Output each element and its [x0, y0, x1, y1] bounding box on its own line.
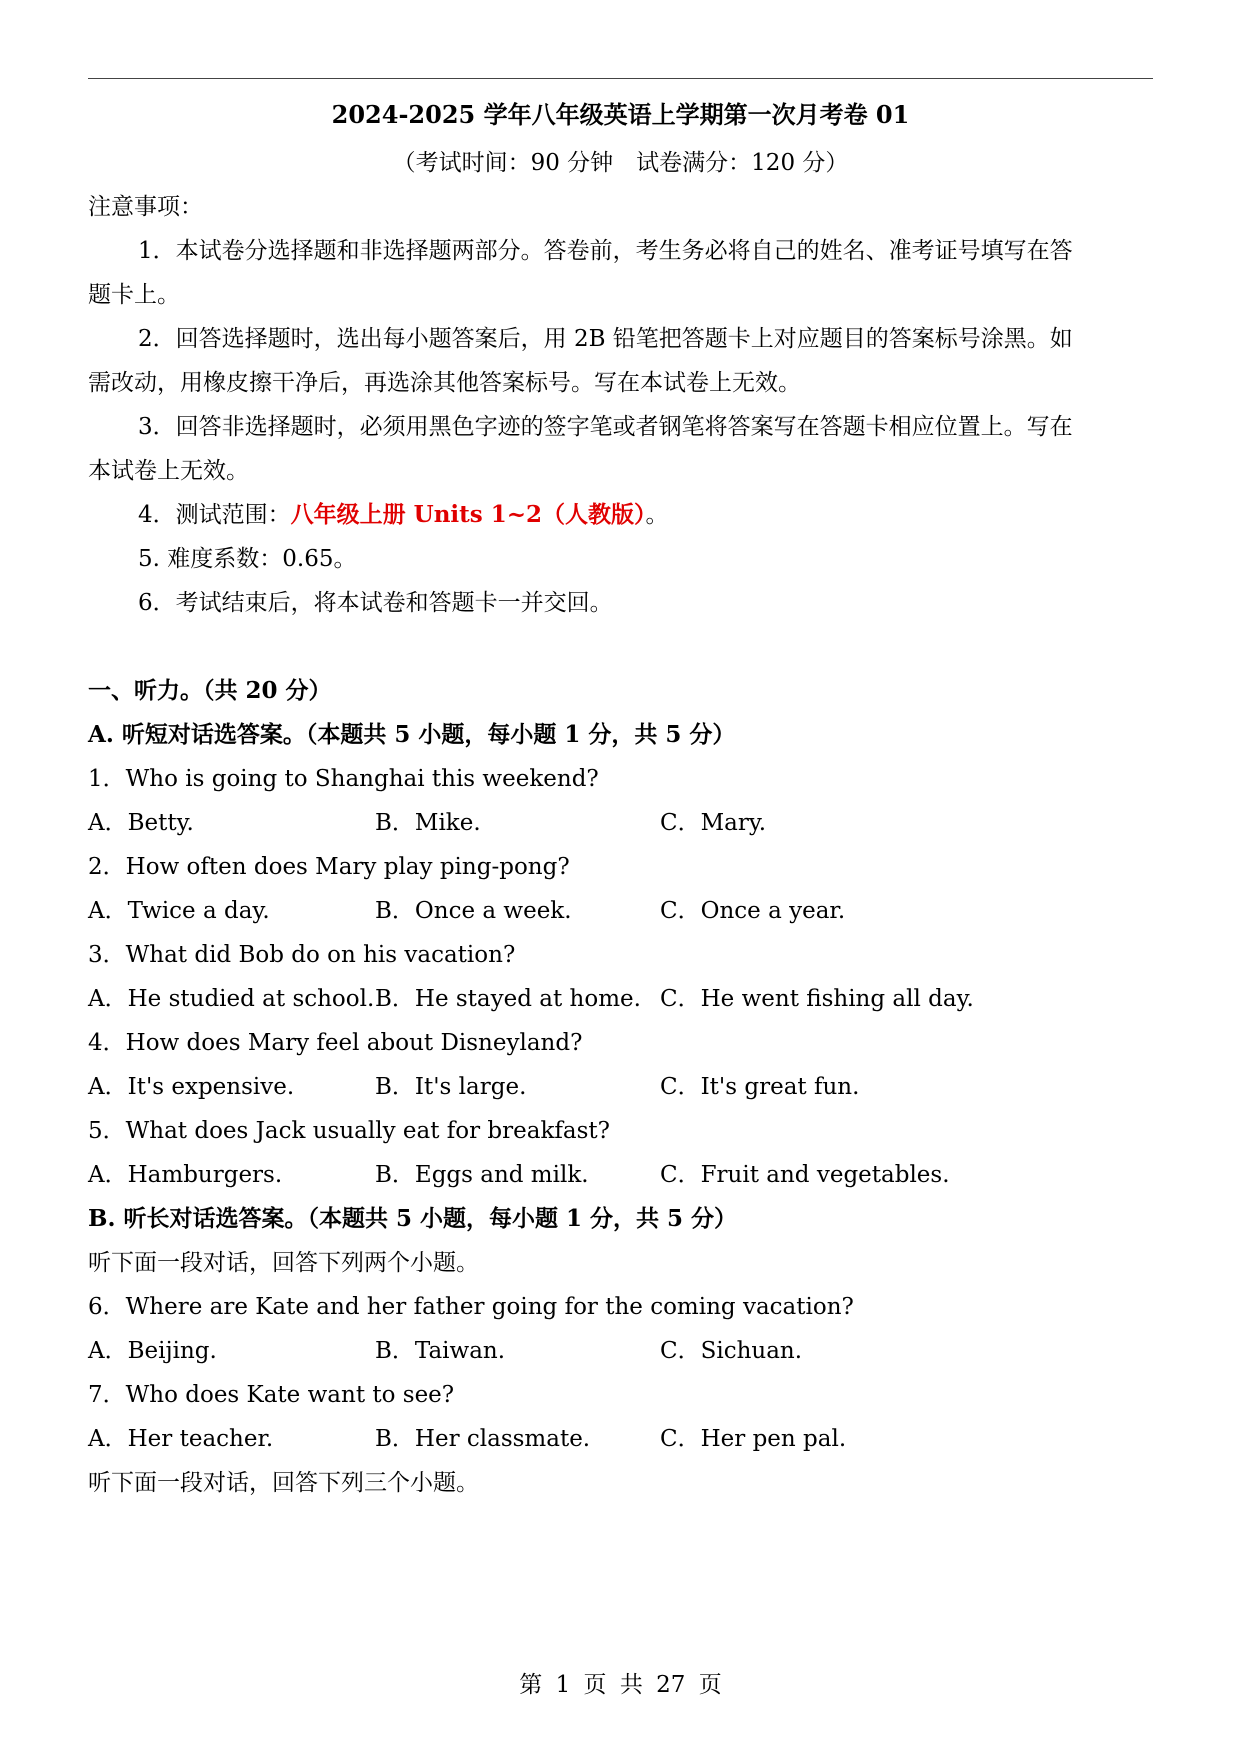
- question-1: 1．Who is going to Shanghai this weekend?: [88, 766, 599, 792]
- notice-4-prefix: 4．测试范围：: [138, 502, 291, 528]
- notice-2-line-1: 2．回答选择题时，选出每小题答案后，用 2B 铅笔把答题卡上对应题目的答案标号涂黑。如: [138, 326, 1073, 352]
- notice-5: 5. 难度系数：0.65。: [138, 546, 357, 572]
- notice-6: 6．考试结束后，将本试卷和答题卡一并交回。: [138, 590, 613, 616]
- notice-4: [138, 498, 1153, 532]
- q3-option-c: C．He went fishing all day.: [660, 986, 974, 1012]
- q1-option-c: C．Mary.: [660, 810, 767, 836]
- q5-option-a: A．Hamburgers.: [88, 1162, 283, 1188]
- q7-option-c: C．Her pen pal.: [660, 1426, 847, 1452]
- q4-option-a: A．It's expensive.: [88, 1074, 295, 1100]
- q3-option-a: A．He studied at school.: [88, 986, 375, 1012]
- q1-option-a: A．Betty.: [88, 810, 194, 836]
- q2-option-c: C．Once a year.: [660, 898, 846, 924]
- question-3: 3．What did Bob do on his vacation?: [88, 942, 516, 968]
- notice-heading: 注意事项：: [88, 194, 203, 220]
- q5-option-c: C．Fruit and vegetables.: [660, 1162, 950, 1188]
- q4-option-b: B．It's large.: [375, 1074, 527, 1100]
- question-5: 5．What does Jack usually eat for breakfast?: [88, 1118, 610, 1144]
- test-scope-highlight: 八年级上册 Units 1~2（人教版）: [290, 501, 646, 528]
- q6-option-a: A．Beijing.: [88, 1338, 217, 1364]
- q1-option-b: B．Mike.: [375, 810, 481, 836]
- exam-subtitle: （考试时间：90 分钟 试卷满分：120 分）: [392, 150, 849, 176]
- question-7: 7．Who does Kate want to see?: [88, 1382, 455, 1408]
- q6-option-c: C．Sichuan.: [660, 1338, 803, 1364]
- q7-option-b: B．Her classmate.: [375, 1426, 591, 1452]
- notice-1-line-1: 1．本试卷分选择题和非选择题两部分。答卷前，考生务必将自己的姓名、准考证号填写在答: [138, 238, 1073, 264]
- exam-title: 2024-2025 学年八年级英语上学期第一次月考卷 01: [331, 100, 910, 129]
- part-a-heading: A. 听短对话选答案。（本题共 5 小题，每小题 1 分，共 5 分）: [88, 721, 736, 748]
- question-4: 4．How does Mary feel about Disneyland?: [88, 1030, 583, 1056]
- notice-3-line-2: 本试卷上无效。: [88, 458, 249, 484]
- q3-option-b: B．He stayed at home.: [375, 986, 641, 1012]
- section-listening-heading: 一、听力。（共 20 分）: [88, 677, 332, 704]
- question-6: 6．Where are Kate and her father going for the coming vacation?: [88, 1294, 854, 1320]
- part-b-heading: B. 听长对话选答案。（本题共 5 小题，每小题 1 分，共 5 分）: [88, 1205, 738, 1232]
- q2-option-a: A．Twice a day.: [88, 898, 270, 924]
- notice-3-line-1: 3．回答非选择题时，必须用黑色字迹的签字笔或者钢笔将答案写在答题卡相应位置上。写在: [138, 414, 1073, 440]
- part-b-intro-1: 听下面一段对话，回答下列两个小题。: [88, 1250, 479, 1276]
- q7-option-a: A．Her teacher.: [88, 1426, 274, 1452]
- part-b-intro-2: 听下面一段对话，回答下列三个小题。: [88, 1470, 479, 1496]
- header-rule: [88, 78, 1153, 79]
- notice-2-line-2: 需改动，用橡皮擦干净后，再选涂其他答案标号。写在本试卷上无效。: [88, 370, 801, 396]
- notice-1-line-2: 题卡上。: [88, 282, 180, 308]
- q2-option-b: B．Once a week.: [375, 898, 572, 924]
- question-2: 2．How often does Mary play ping-pong?: [88, 854, 570, 880]
- q6-option-b: B．Taiwan.: [375, 1338, 506, 1364]
- q4-option-c: C．It's great fun.: [660, 1074, 860, 1100]
- notice-4-suffix: 。: [645, 502, 669, 528]
- page-number: 第 1 页 共 27 页: [519, 1672, 722, 1698]
- q5-option-b: B．Eggs and milk.: [375, 1162, 589, 1188]
